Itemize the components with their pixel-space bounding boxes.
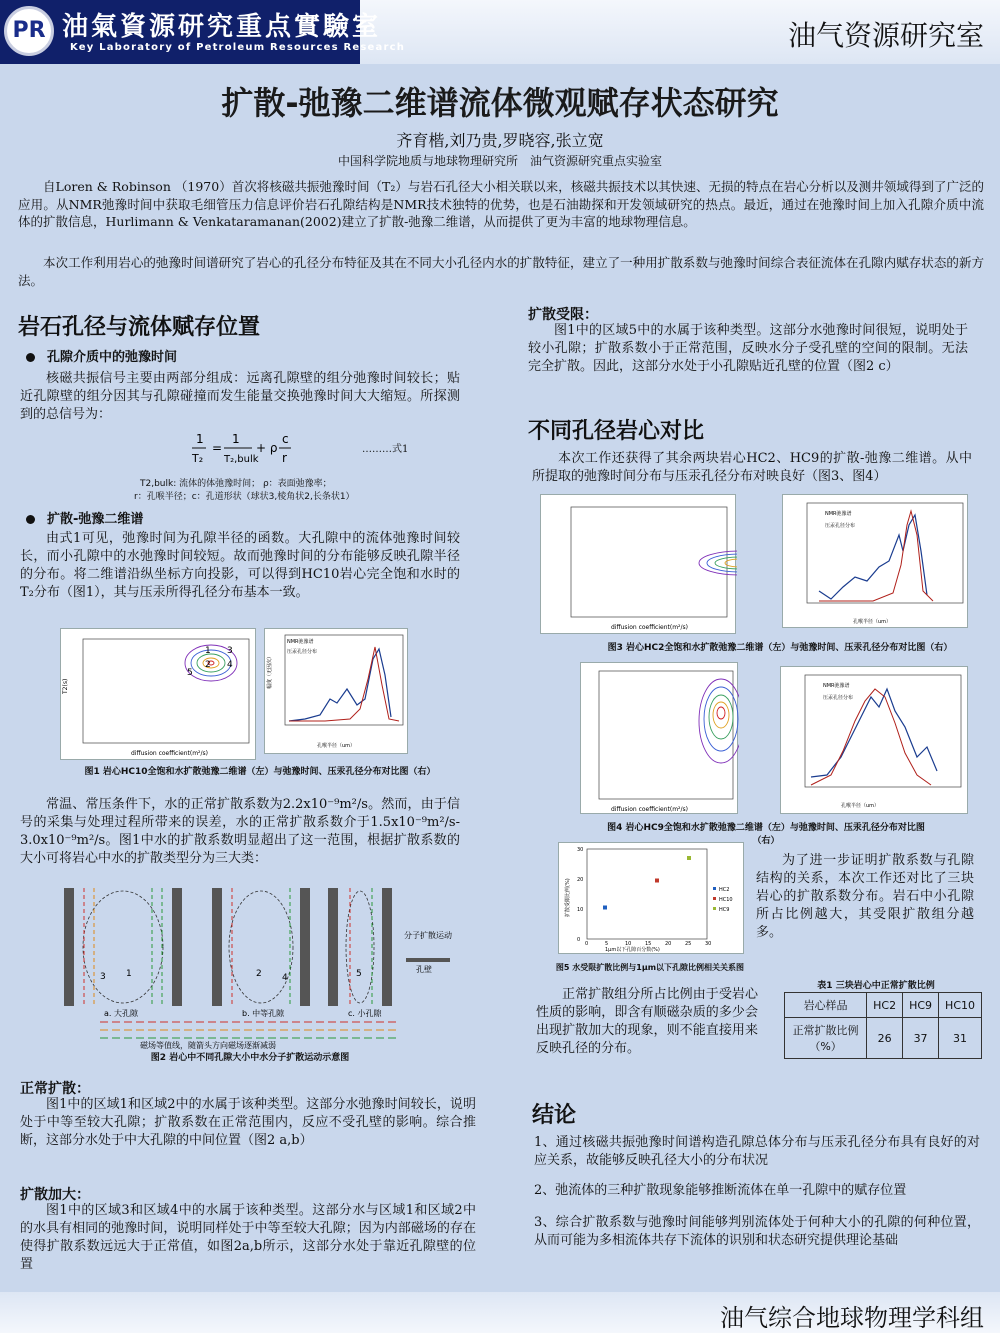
fig5-point-hc9 (687, 856, 691, 860)
fig3-2d-spectrum (540, 494, 736, 634)
svg-text:4: 4 (282, 973, 288, 983)
fig3-caption: 图3 岩心HC2全饱和水扩散弛豫二维谱（左）与弛豫时间、压汞孔径分布对比图（右） (607, 643, 953, 653)
affiliation: 中国科学院地质与地球物理研究所 油气资源研究重点实验室 (337, 154, 662, 168)
fig5-ytick: 0 (577, 937, 581, 943)
compare-text: 本次工作还获得了其余两块岩心HC2、HC9的扩散-弛豫二维谱。从中所提取的弛豫时间分布与压汞孔径分布对映良好（图3、图4） (532, 451, 972, 484)
fig5-xtick: 0 (585, 941, 589, 947)
equation-legend-2: r：孔喉半径；c：孔道形状（球状3,棱角状2,长条状1） (134, 492, 355, 502)
fig1-t2-vs-mercury (264, 628, 408, 754)
group-name: 油气综合地球物理学科组 (720, 1304, 984, 1332)
fig5-xtick: 25 (685, 941, 692, 947)
fig5-xtick: 10 (625, 941, 632, 947)
fig5-xtick: 20 (665, 941, 672, 947)
svg-text:diffusion coefficient(m²/s): diffusion coefficient(m²/s) (131, 750, 208, 757)
equation-legend-1: T2,bulk: 流体的体弛豫时间； ρ：表面弛豫率； (140, 479, 332, 489)
fig4-2d-spectrum (580, 662, 738, 814)
svg-text:diffusion coefficient(m²/s): diffusion coefficient(m²/s) (611, 806, 688, 813)
table1 (784, 992, 982, 1059)
authors: 齐育楷,刘乃贵,罗晓容,张立宽 (396, 131, 604, 150)
fig5-ytick: 10 (577, 907, 584, 913)
svg-text:2: 2 (205, 660, 211, 670)
fig5-ytick: 30 (577, 847, 584, 853)
bullet-icon (26, 353, 35, 362)
fig5-legend-label: HC9 (719, 907, 730, 913)
fig5-legend-label: HC2 (719, 887, 730, 893)
fig5-xtick: 5 (605, 941, 609, 947)
conclusion-1: 1、通过核磁共振弛豫时间谱构造孔隙总体分布与压汞孔径分布具有良好的对应关系，故能够反映孔径大小的分布状况 (534, 1135, 980, 1168)
svg-text:2: 2 (256, 969, 262, 979)
svg-text:1: 1 (232, 432, 240, 446)
svg-text:NMR弛豫谱: NMR弛豫谱 (825, 511, 852, 517)
svg-text:+ ρ: + ρ (256, 441, 278, 455)
fig5-point-hc2 (603, 906, 607, 910)
lab-logo-english: Key Laboratory of Petroleum Resources Research (70, 42, 406, 53)
svg-text:分子扩散运动: 分子扩散运动 (404, 931, 452, 940)
table-cell: 26 (867, 1018, 903, 1059)
enhanced-diffusion-title: 扩散加大： (20, 1187, 90, 1203)
svg-text:压汞孔径分布: 压汞孔径分布 (823, 695, 854, 701)
svg-text:NMR弛豫谱: NMR弛豫谱 (287, 639, 314, 645)
svg-text:5: 5 (356, 969, 362, 979)
fig4-t2-vs-mercury (780, 666, 968, 814)
fig5-caption: 图5 水受限扩散比例与1μm以下孔隙比例相关关系图 (555, 963, 745, 972)
section-heading-compare: 不同孔径岩心对比 (528, 419, 705, 444)
fig5-legend-marker (713, 887, 716, 890)
svg-text:3: 3 (100, 972, 106, 982)
svg-text:diffusion coefficient(m²/s): diffusion coefficient(m²/s) (611, 624, 688, 631)
svg-text:T₂,bulk: T₂,bulk (224, 454, 259, 465)
poster-title: 扩散-弛豫二维谱流体微观赋存状态研究 (221, 84, 779, 122)
svg-text:NMR弛豫谱: NMR弛豫谱 (823, 683, 850, 689)
svg-text:1: 1 (126, 969, 132, 979)
svg-text:b. 中等孔隙: b. 中等孔隙 (242, 1009, 285, 1018)
table-row (785, 1018, 982, 1059)
fig5-legend-marker (713, 907, 716, 910)
svg-text:扩散受限比例(%): 扩散受限比例(%) (565, 878, 571, 917)
normal-diffusion-text: 图1中的区域1和区域2中的水属于该种类型。这部分水弛豫时间较长，说明处于中等至较大孔隙；扩散系数在正常范围内，反应不受孔壁的影响。综合推断，这部分水处于中大孔隙的中间位置（图2 a,b） (20, 1097, 476, 1148)
svg-text:压汞孔径分布: 压汞孔径分布 (825, 523, 856, 529)
conclusion-2: 2、弛流体的三种扩散现象能够推断流体在单一孔隙中的赋存位置 (534, 1183, 907, 1198)
svg-text:c. 小孔隙: c. 小孔隙 (348, 1009, 382, 1018)
table1-caption: 表1 三块岩心中正常扩散比例 (817, 981, 935, 991)
svg-text:孔喉半径（um）: 孔喉半径（um） (841, 803, 880, 809)
fig5-ytick: 20 (577, 877, 584, 883)
table-cell: 31 (939, 1018, 982, 1059)
fig5-point-hc10 (655, 879, 659, 883)
svg-text:=: = (212, 441, 223, 455)
fig3-t2-vs-mercury (782, 494, 968, 628)
table-header-row (785, 993, 982, 1018)
svg-text:3: 3 (227, 646, 233, 656)
prove-text: 为了进一步证明扩散系数与孔隙结构的关系，本次工作还对比了三块岩心的扩散系数分布。岩石中小孔隙所占比例越大，其受限扩散组分越多。 (756, 853, 974, 940)
enhanced-diffusion-text: 图1中的区域3和区域4中的水属于该种类型。这部分水与区域1和区域2中的水具有相同的弛豫时间，说明同样处于中等至较大孔隙；因为内部磁场的存在使得扩散系数远远大于正常值，如图2a,b所示，这部分水处于靠近孔隙壁的位置 (20, 1203, 476, 1272)
lab-logo-chinese: 油氣資源研究重点實驗室 (62, 12, 382, 42)
table-cell: 37 (903, 1018, 939, 1059)
svg-text:T₂: T₂ (192, 452, 204, 465)
svg-text:4: 4 (227, 660, 233, 670)
logo-mark: PR (4, 6, 54, 56)
svg-text:T2(s): T2(s) (62, 678, 69, 694)
normal-diffusion-title: 正常扩散： (20, 1081, 90, 1097)
equation-label: ………式1 (362, 444, 409, 455)
fig5-xtick: 15 (645, 941, 652, 947)
svg-text:1μm以下孔隙百分数(%): 1μm以下孔隙百分数(%) (605, 947, 660, 953)
svg-text:1: 1 (205, 646, 211, 656)
para-relaxation: 核磁共振信号主要由两部分组成：远离孔隙壁的组分弛豫时间较长；贴近孔隙壁的组分因其与孔隙碰撞而发生能量交换弛豫时间大大缩短。所探测到的总信号为： (20, 371, 460, 422)
svg-text:磁场等值线，随箭头方向磁场逐渐减弱: 磁场等值线，随箭头方向磁场逐渐减弱 (140, 1041, 276, 1050)
table-cell: HC10 (939, 993, 982, 1018)
table-cell: HC2 (867, 993, 903, 1018)
fig1-caption: 图1 岩心HC10全饱和水扩散弛豫二维谱（左）与弛豫时间、压汞孔径分布对比图（右） (84, 767, 436, 777)
ratio-text: 正常扩散组分所占比例由于受岩心性质的影响，即含有顺磁杂质的多少会出现扩散加大的现象，则不能直接用来反映孔径的分布。 (536, 987, 758, 1056)
svg-text:a. 大孔隙: a. 大孔隙 (104, 1009, 138, 1018)
lab-name: 油气资源研究室 (787, 19, 984, 52)
intro-paragraph-2: 本次工作利用岩心的弛豫时间谱研究了岩心的孔径分布特征及其在不同大小孔径内水的扩散特征，建立了一种用扩散系数与弛豫时间综合表征流体在孔隙内赋存状态的新方法。 (18, 255, 984, 288)
svg-text:c: c (282, 432, 289, 446)
svg-text:压汞孔径分布: 压汞孔径分布 (287, 649, 318, 655)
fig2-pore-diagram (60, 884, 480, 1064)
svg-text:孔喉半径（um）: 孔喉半径（um） (853, 619, 892, 625)
svg-text:幅度（无因次）: 幅度（无因次） (267, 653, 273, 689)
restricted-diffusion-text: 图1中的区域5中的水属于该种类型。这部分水弛豫时间很短，说明处于较小孔隙；扩散系数小于正常范围，反映水分子受孔壁的空间的限制。无法完全扩散。因此，这部分水处于小孔隙贴近孔壁的位置（图2 c） (528, 323, 968, 374)
svg-text:5: 5 (187, 668, 193, 678)
restricted-diffusion-title: 扩散受限： (528, 307, 598, 323)
subheading-relaxation: 孔隙介质中的弛豫时间 (26, 346, 177, 365)
intro-paragraph-1: 自Loren & Robinson （1970）首次将核磁共振弛豫时间（T₂）与岩石孔径大小相关联以来，核磁共振技术以其快速、无损的特点在岩心分析以及测井领域得到了广泛的应用。从NMR弛豫时间中获取毛细管压力信息评价岩石孔隙结构是NMR技术独特的优势，也是石油勘探和开发领域研究的热点。最近，通过在弛豫时间上加入孔隙介质中流体的扩散信息，Hurlimann & Venkataramanan(2002)建立了扩散-弛豫二维谱，从而提供了更为丰富的地球物理信息。 (18, 179, 984, 229)
fig2-caption: 图2 岩心中不同孔隙大小中水分子扩散运动示意图 (150, 1053, 350, 1063)
para-2d-spectrum: 由式1可见，弛豫时间为孔隙半径的函数。大孔隙中的流体弛豫时间较长，而小孔隙中的水弛豫时间较短。故而弛豫时间的分布能够反映孔隙半径的分布。将二维谱沿纵坐标方向投影，可以得到HC10岩心完全饱和水时的T₂分布（图1），其与压汞所得孔径分布基本一致。 (20, 531, 460, 600)
section-heading-pore: 岩石孔径与流体赋存位置 (18, 315, 261, 340)
table-cell: 岩心样品 (785, 993, 867, 1018)
bullet-icon (26, 515, 35, 524)
svg-text:1: 1 (196, 432, 204, 446)
subheading-2d-spectrum: 扩散-弛豫二维谱 (26, 508, 143, 527)
fig5-legend-marker (713, 897, 716, 900)
conclusion-heading: 结论 (532, 1103, 577, 1128)
table-cell: HC9 (903, 993, 939, 1018)
svg-text:r: r (282, 451, 287, 465)
table-cell: 正常扩散比例（%） (785, 1018, 867, 1059)
fig5-xtick: 30 (705, 941, 712, 947)
para-diffusion-types: 常温、常压条件下，水的正常扩散系数为2.2x10⁻⁹m²/s。然而，由于信号的采集与处理过程所带来的误差，水的正常扩散系数介于1.5x10⁻⁹m²/s-3.0x10⁻⁹m²/s。图1中水的扩散系数明显超出了这一范围，根据扩散系数的大小可将岩心中水的扩散类型分为三大类： (20, 797, 460, 866)
fig5-legend-label: HC10 (719, 897, 733, 903)
fig1-2d-spectrum (60, 628, 256, 760)
fig5-scatter (558, 842, 744, 954)
svg-text:孔喉半径（um）: 孔喉半径（um） (317, 743, 356, 749)
conclusion-3: 3、综合扩散系数与弛豫时间能够判别流体处于何种大小的孔隙的何种位置，从而可能为多相流体共存下流体的识别和状态研究提供理论基础 (534, 1215, 980, 1248)
fig4-caption: 图4 岩心HC9全饱和水扩散弛豫二维谱（左）与弛豫时间、压汞孔径分布对比图（右） (607, 823, 925, 846)
svg-text:孔壁: 孔壁 (416, 965, 432, 974)
